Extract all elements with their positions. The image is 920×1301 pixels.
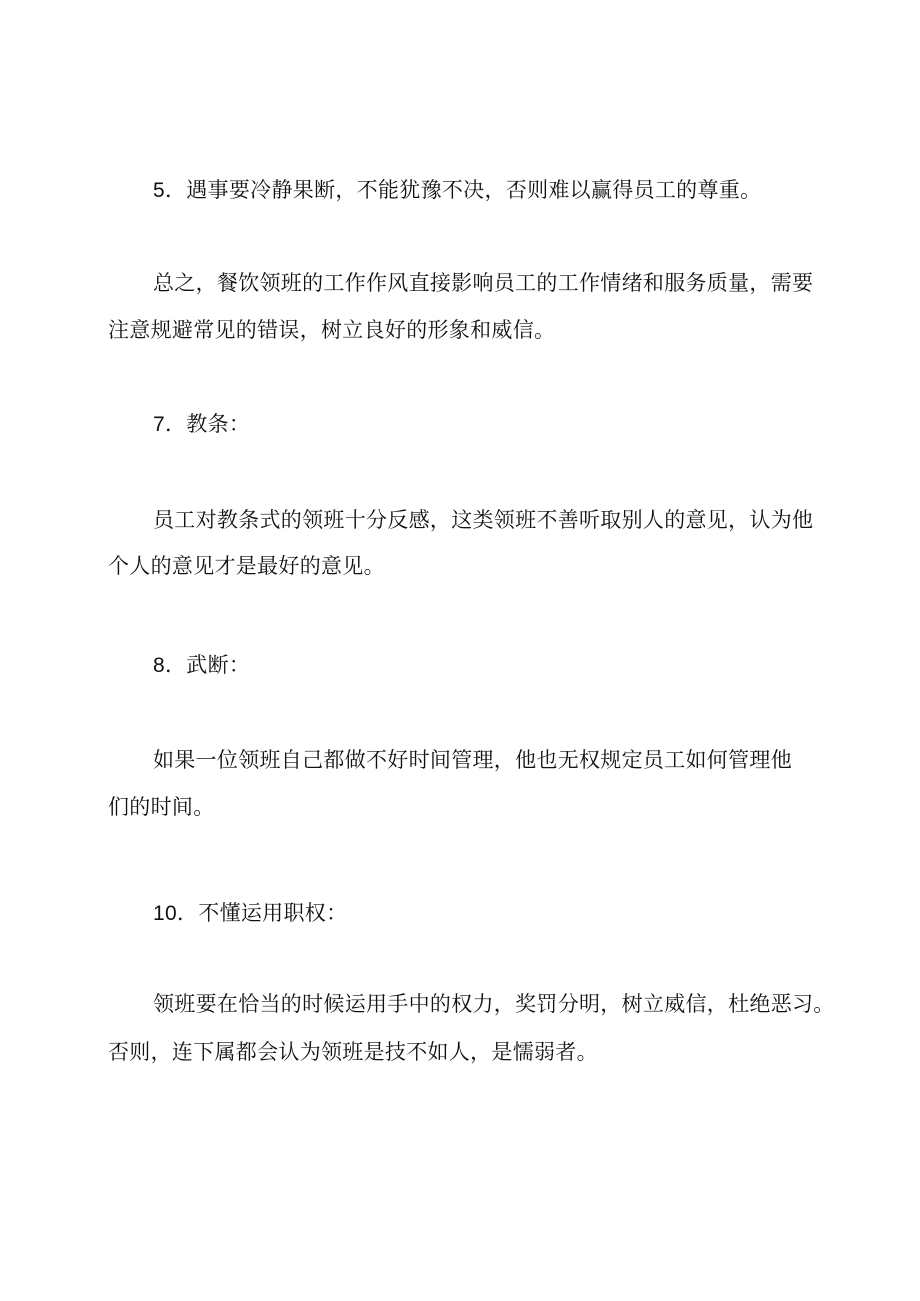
item-7-heading [153,414,250,435]
item-10-paragraph-line-2: 否则，连下属都会认为领班是技不如人，是懦弱者。 [108,1040,598,1064]
item-10-heading [153,903,347,924]
item-number: 7 [153,413,165,436]
item-heading-text: ．武断： [164,653,251,677]
item-5-line [153,180,761,201]
item-7-paragraph-line-1: 员工对教条式的领班十分反感，这类领班不善听取别人的意见，认为他 [153,508,814,532]
item-8-paragraph-line-2: 们的时间。 [108,795,215,819]
item-10-paragraph-line-1: 领班要在恰当的时候运用手中的权力，奖罚分明，树立威信，杜绝恶习。 [153,992,835,1016]
item-number: 5 [153,179,165,202]
item-heading-text: ．不懂运用职权： [176,901,348,925]
item-8-heading [153,655,250,676]
summary-line-1: 总之，餐饮领班的工作作风直接影响员工的工作情绪和服务质量，需要 [153,271,814,295]
item-number: 10 [153,902,177,925]
item-8-paragraph-line-1: 如果一位领班自己都做不好时间管理，他也无权规定员工如何管理他 [153,748,792,772]
item-heading-text: ．教条： [164,412,251,436]
item-number: 8 [153,654,165,677]
item-7-paragraph-line-2: 个人的意见才是最好的意见。 [108,554,385,578]
item-text: ．遇事要冷静果断，不能犹豫不决，否则难以赢得员工的尊重。 [164,178,762,202]
summary-line-2: 注意规避常见的错误，树立良好的形象和威信。 [108,318,556,342]
